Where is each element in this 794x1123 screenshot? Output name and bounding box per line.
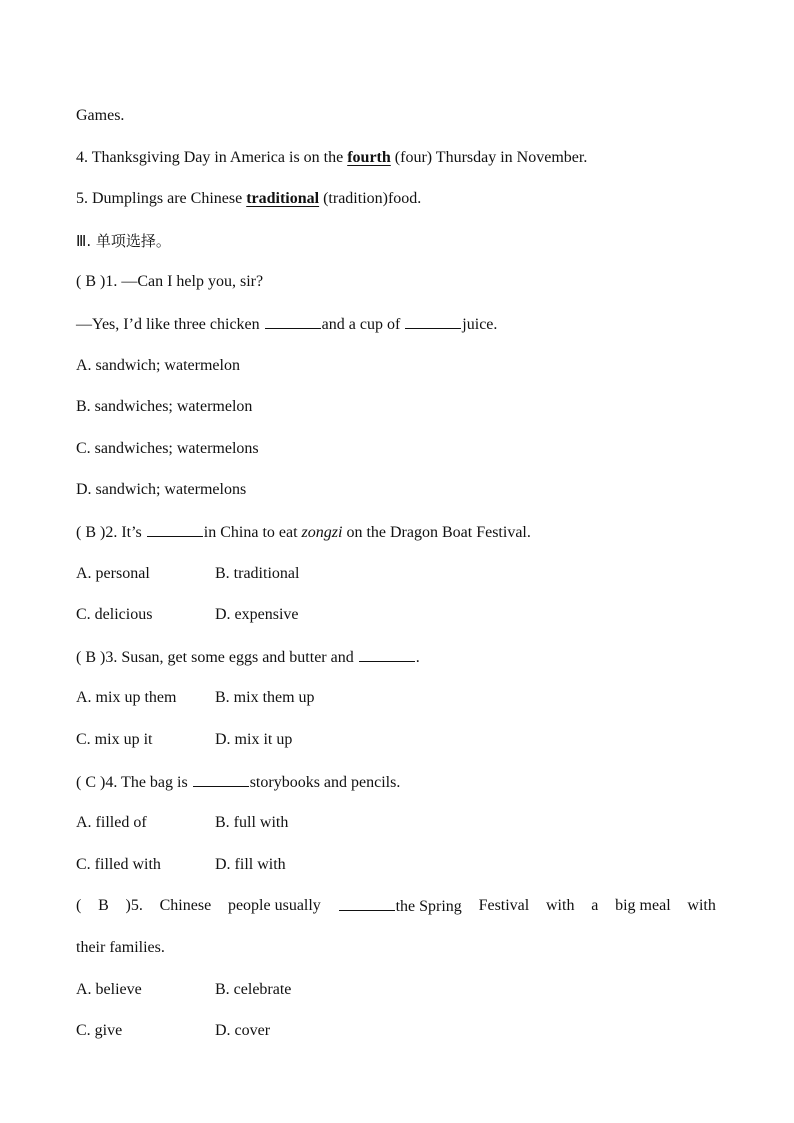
question-4-stem: ( C )4. The bag is storybooks and pencils. — [76, 774, 401, 791]
question-5-stem: ( B )5. Chinese people usually the Spring Festival with a big meal with — [76, 897, 716, 915]
option-4c: C. filled with — [76, 856, 161, 873]
option-1c: C. sandwiches; watermelons — [76, 440, 259, 457]
option-1a: A. sandwich; watermelon — [76, 357, 240, 374]
answer-blank — [405, 314, 461, 329]
answer-blank — [359, 647, 415, 662]
option-5d: D. cover — [215, 1022, 271, 1039]
option-4a: A. filled of — [76, 814, 147, 831]
option-1d: D. sandwich; watermelons — [76, 481, 247, 498]
answer-traditional: traditional — [246, 190, 320, 207]
option-row-2ab: A. personal — [76, 565, 150, 582]
option-row-2cd: C. delicious — [76, 606, 153, 623]
option-4d: D. fill with — [215, 856, 286, 873]
option-2b: B. traditional — [215, 565, 300, 582]
question-1-stem: ( B )1. —Can I help you, sir? — [76, 273, 264, 290]
option-5a: A. believe — [76, 981, 142, 998]
question-5-stem-2: their families. — [76, 939, 165, 956]
continued-line: Games. — [76, 107, 125, 124]
question-1-stem-2: —Yes, I’d like three chicken and a cup of juice. — [76, 316, 498, 333]
section-heading: Ⅲ. 单项选择。 — [76, 232, 171, 250]
question-3-stem: ( B )3. Susan, get some eggs and butter and . — [76, 649, 420, 666]
option-3c: C. mix up it — [76, 731, 153, 748]
answer-blank — [147, 522, 203, 537]
option-5b: B. celebrate — [215, 981, 292, 998]
fill-item-4: 4. Thanksgiving Day in America is on the fourth (four) Thursday in November. — [76, 149, 588, 166]
question-2-stem: ( B )2. It’s in China to eat zongzi on the Dragon Boat Festival. — [76, 524, 531, 541]
option-4b: B. full with — [215, 814, 289, 831]
option-1b: B. sandwiches; watermelon — [76, 398, 253, 415]
answer-blank — [265, 314, 321, 329]
option-3b: B. mix them up — [215, 689, 315, 706]
option-3a: A. mix up them — [76, 689, 177, 706]
answer-blank — [339, 896, 395, 911]
option-5c: C. give — [76, 1022, 123, 1039]
fill-item-5: 5. Dumplings are Chinese traditional (tradition)food. — [76, 190, 422, 207]
option-3d: D. mix it up — [215, 731, 293, 748]
answer-blank — [193, 772, 249, 787]
answer-fourth: fourth — [347, 149, 391, 166]
option-2d: D. expensive — [215, 606, 299, 623]
